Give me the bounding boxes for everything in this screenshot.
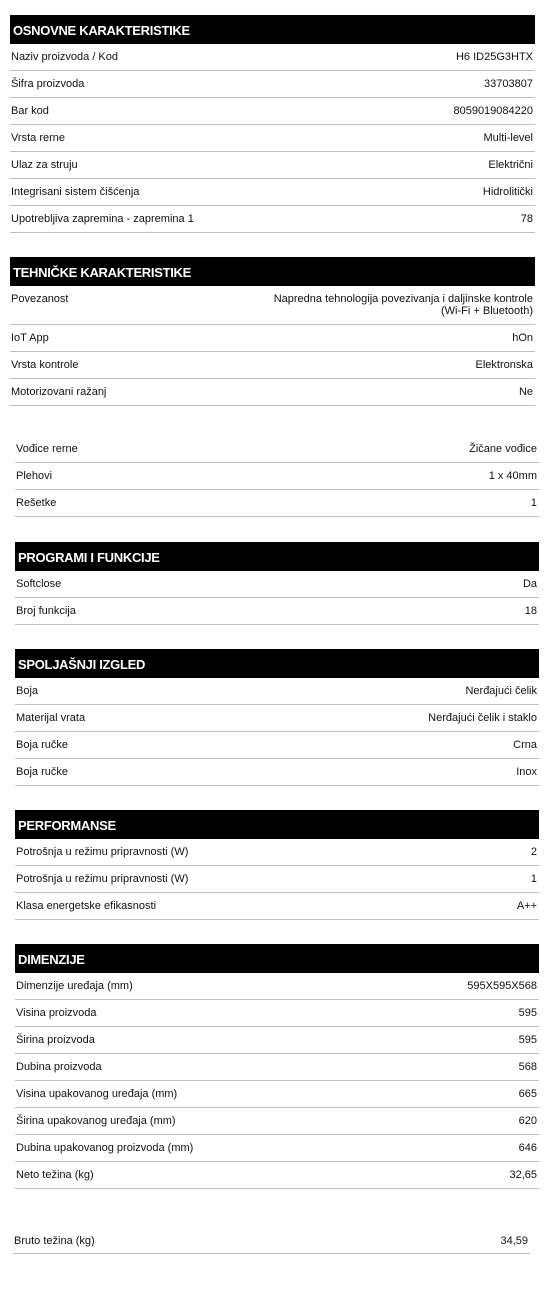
row-label: Materijal vrata — [16, 712, 86, 724]
section-programi-i-funkcije — [15, 542, 539, 625]
row-value: Elektronska — [475, 359, 533, 371]
row-label: Šifra proizvoda — [11, 78, 85, 90]
row-label: Dubina proizvoda — [16, 1061, 102, 1073]
row-value: 620 — [518, 1115, 537, 1127]
table-row — [15, 759, 539, 786]
table-row — [10, 325, 535, 352]
table-row — [15, 490, 539, 517]
row-label: Boja — [16, 685, 39, 697]
row-value: 595 — [518, 1034, 537, 1046]
section-bruto — [13, 1230, 530, 1254]
table-row — [10, 286, 535, 325]
row-label: Motorizovani ražanj — [11, 386, 107, 398]
row-label: Vrsta rerne — [11, 132, 66, 144]
section-title: PERFORMANSE — [15, 810, 539, 839]
table-row — [15, 1135, 539, 1162]
table-row — [15, 1162, 539, 1189]
table-row — [15, 893, 539, 920]
table-row — [15, 839, 539, 866]
row-value: Nerđajući čelik i staklo — [428, 712, 537, 724]
table-row — [15, 866, 539, 893]
row-value: Napredna tehnologija povezivanja i daljinske kontrole (Wi-Fi + Bluetooth) — [273, 293, 533, 317]
row-value: 8059019084220 — [453, 105, 533, 117]
table-row — [15, 732, 539, 759]
row-label: Dubina upakovanog proizvoda (mm) — [16, 1142, 194, 1154]
row-label: Broj funkcija — [16, 605, 76, 617]
table-row — [10, 206, 535, 233]
row-label: Neto težina (kg) — [16, 1169, 94, 1181]
row-value: 34,59 — [500, 1235, 528, 1247]
row-value: 1 — [530, 497, 537, 509]
row-label: Povezanost — [11, 293, 69, 305]
row-label: Dimenzije uređaja (mm) — [16, 980, 133, 992]
row-label: Ulaz za struju — [11, 159, 78, 171]
row-value: 568 — [518, 1061, 537, 1073]
table-row — [10, 179, 535, 206]
row-value: Žičane vođice — [469, 443, 537, 455]
table-row — [15, 463, 539, 490]
section-tehnicke-karakteristike — [10, 257, 535, 406]
section-osnovne-karakteristike — [10, 15, 535, 233]
row-label: Integrisani sistem čišćenja — [11, 186, 140, 198]
row-value: Električni — [488, 159, 533, 171]
row-value: Hidrolitički — [482, 186, 533, 198]
table-row — [13, 1230, 530, 1254]
section-title: OSNOVNE KARAKTERISTIKE — [10, 15, 535, 44]
row-label: Bar kod — [11, 105, 49, 117]
row-value: 595X595X568 — [467, 980, 537, 992]
row-value: 646 — [518, 1142, 537, 1154]
section-performanse — [15, 810, 539, 920]
section-dimenzije — [15, 944, 539, 1189]
section-dodatno — [15, 436, 539, 517]
row-value: 1 — [530, 873, 537, 885]
table-row — [15, 1081, 539, 1108]
row-label: Boja ručke — [16, 766, 68, 778]
row-label: Upotrebljiva zapremina - zapremina 1 — [11, 213, 194, 225]
table-row — [15, 1108, 539, 1135]
row-label: Klasa energetske efikasnosti — [16, 900, 157, 912]
row-value: 595 — [518, 1007, 537, 1019]
row-label: Visina proizvoda — [16, 1007, 97, 1019]
row-value: 33703807 — [484, 78, 533, 90]
row-value: H6 ID25G3HTX — [455, 51, 533, 63]
table-row — [15, 678, 539, 705]
row-value: hOn — [512, 332, 533, 344]
row-value: Crna — [513, 739, 537, 751]
table-row — [15, 436, 539, 463]
row-label: Širina upakovanog uređaja (mm) — [16, 1115, 176, 1127]
table-row — [15, 973, 539, 1000]
row-label: Bruto težina (kg) — [14, 1235, 95, 1247]
table-row — [10, 44, 535, 71]
row-label: Širina proizvoda — [16, 1034, 95, 1046]
row-value: Multi-level — [483, 132, 533, 144]
row-value: 1 x 40mm — [488, 470, 537, 482]
table-row — [15, 598, 539, 625]
row-label: Vođice rerne — [16, 443, 78, 455]
row-label: Visina upakovanog uređaja (mm) — [16, 1088, 178, 1100]
row-label: Potrošnja u režimu pripravnosti (W) — [16, 873, 189, 885]
row-value: Inox — [516, 766, 537, 778]
table-row — [10, 98, 535, 125]
row-value: 2 — [530, 846, 537, 858]
row-value: 665 — [518, 1088, 537, 1100]
table-row — [10, 379, 535, 406]
row-label: Potrošnja u režimu pripravnosti (W) — [16, 846, 189, 858]
table-row — [10, 352, 535, 379]
row-label: Softclose — [16, 578, 62, 590]
row-label: Plehovi — [16, 470, 53, 482]
row-label: Naziv proizvoda / Kod — [11, 51, 118, 63]
table-row — [15, 1027, 539, 1054]
row-value: 18 — [524, 605, 537, 617]
section-title: PROGRAMI I FUNKCIJE — [15, 542, 539, 571]
row-label: IoT App — [11, 332, 49, 344]
row-label: Boja ručke — [16, 739, 68, 751]
table-row — [10, 71, 535, 98]
section-title: SPOLJAŠNJI IZGLED — [15, 649, 539, 678]
row-value: Nerđajući čelik — [465, 685, 537, 697]
row-value: Ne — [518, 386, 533, 398]
table-row — [10, 152, 535, 179]
section-title: TEHNIČKE KARAKTERISTIKE — [10, 257, 535, 286]
section-spoljasnji-izgled — [15, 649, 539, 786]
table-row — [15, 1054, 539, 1081]
row-value: 78 — [520, 213, 533, 225]
table-row — [10, 125, 535, 152]
row-value: A++ — [516, 900, 537, 912]
row-label: Vrsta kontrole — [11, 359, 79, 371]
row-label: Rešetke — [16, 497, 57, 509]
table-row — [15, 571, 539, 598]
row-value: 32,65 — [509, 1169, 537, 1181]
row-value: Da — [522, 578, 537, 590]
section-title: DIMENZIJE — [15, 944, 539, 973]
table-row — [15, 705, 539, 732]
table-row — [15, 1000, 539, 1027]
